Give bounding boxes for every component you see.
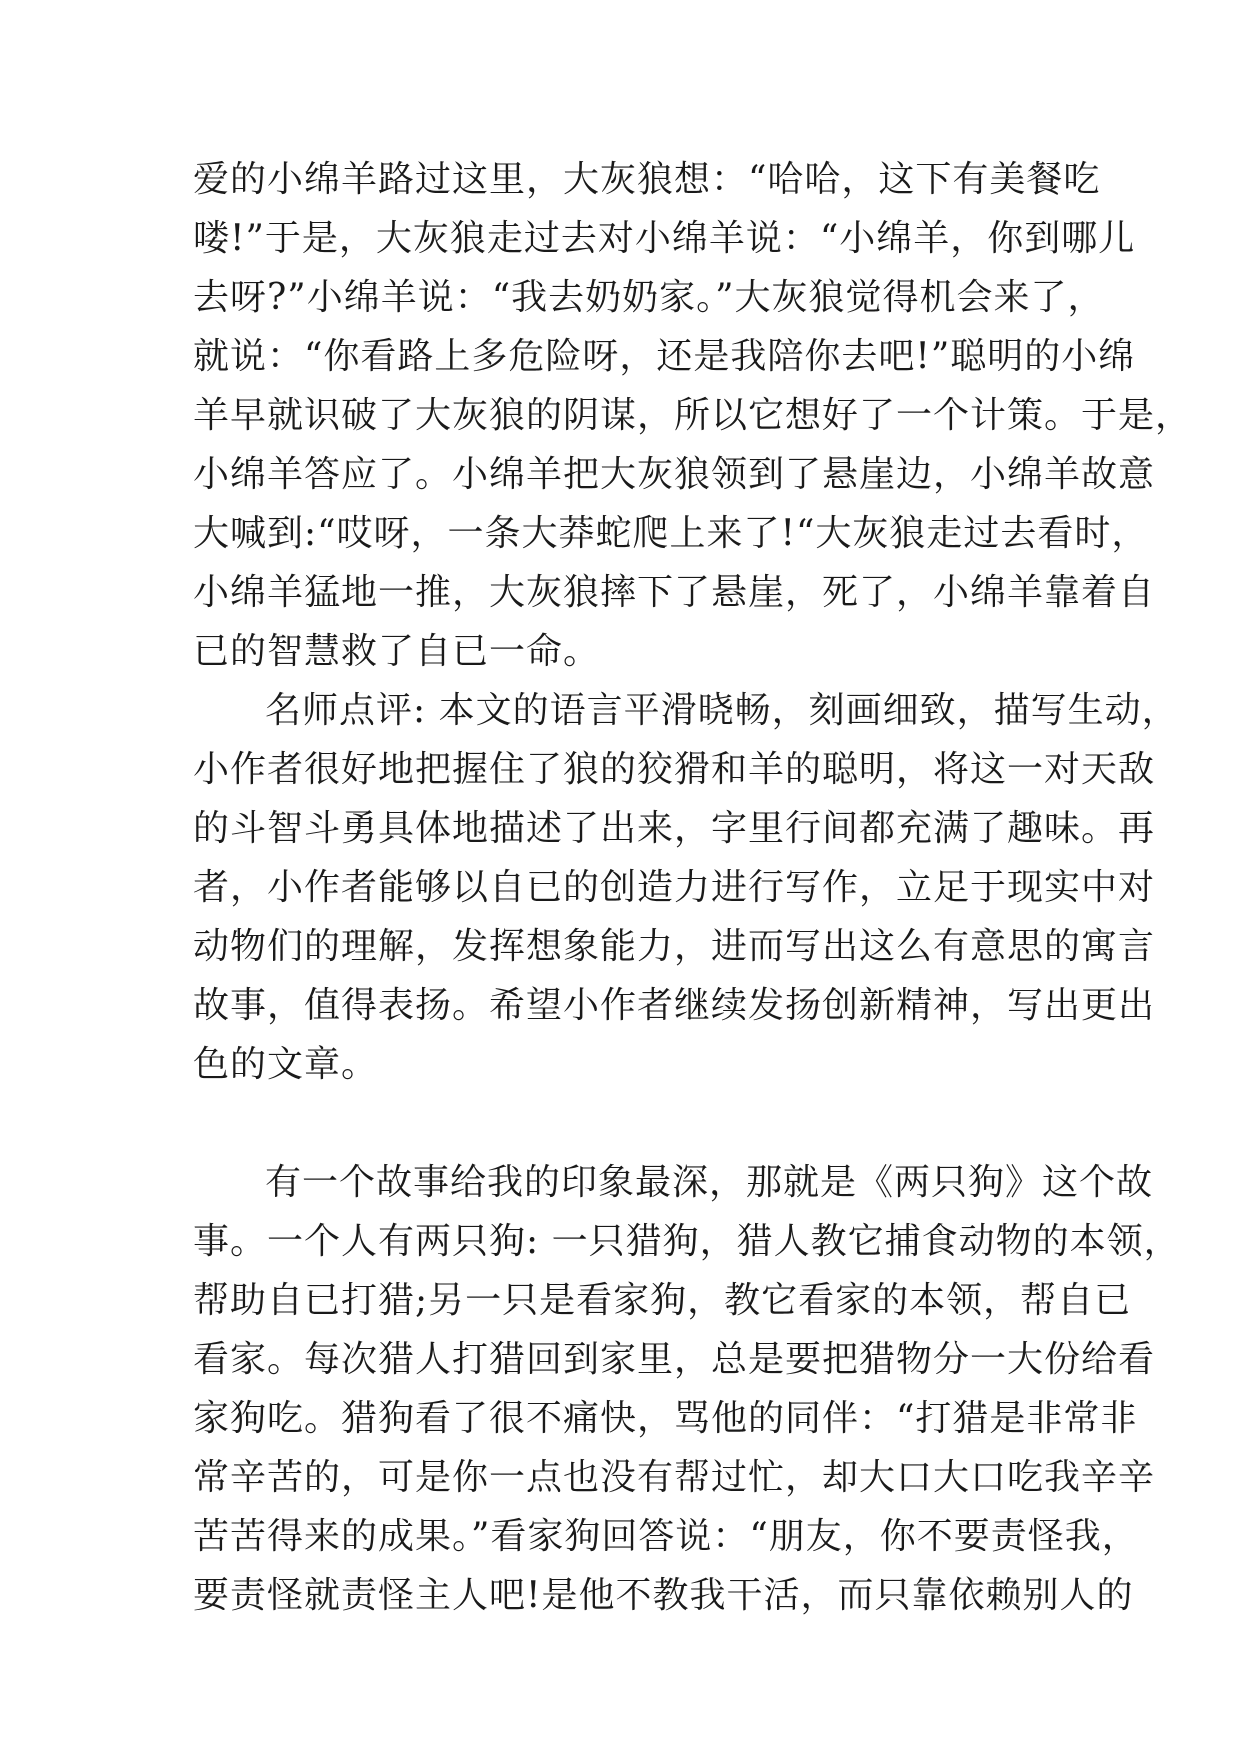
paragraph-teacher-comment	[193, 681, 1179, 1094]
text-line: 小绵羊答应了。小绵羊把大灰狼领到了悬崖边，小绵羊故意	[193, 454, 1156, 495]
text-line: 色的文章。	[193, 1044, 379, 1085]
paragraph-two-dogs-story	[193, 1153, 1181, 1625]
text-line: 者，小作者能够以自已的创造力进行写作，立足于现实中对	[193, 867, 1156, 908]
text-line: 看家。每次猎人打猎回到家里，总是要把猎物分一大份给看	[193, 1339, 1156, 1380]
text-line: 小绵羊猛地一推，大灰狼摔下了悬崖，死了，小绵羊靠着自	[193, 572, 1156, 613]
text-line: 的斗智斗勇具体地描述了出来，字里行间都充满了趣味。再	[193, 808, 1156, 849]
text-line: 家狗吃。猎狗看了很不痛快，骂他的同伴：“打猎是非常非	[193, 1398, 1138, 1439]
text-line: 小作者很好地把握住了狼的狡猾和羊的聪明，将这一对天敌	[193, 749, 1156, 790]
text-line: 就说：“你看路上多危险呀，还是我陪你去吧!”聪明的小绵	[193, 336, 1136, 377]
text-line: 有一个故事给我的印象最深，那就是《两只狗》这个故	[265, 1162, 1154, 1203]
text-line: 动物们的理解，发挥想象能力，进而写出这么有意思的寓言	[193, 926, 1156, 967]
text-line: 事。一个人有两只狗: 一只猎狗，猎人教它捕食动物的本领，	[193, 1221, 1181, 1262]
text-line: 故事，值得表扬。希望小作者继续发扬创新精神，写出更出	[193, 985, 1156, 1026]
paragraph-spacer	[193, 1094, 1063, 1153]
text-line: 爱的小绵羊路过这里，大灰狼想：“哈哈，这下有美餐吃	[193, 159, 1101, 200]
text-line: 去呀?”小绵羊说：“我去奶奶家。”大灰狼觉得机会来了，	[193, 277, 1105, 318]
text-line: 苦苦得来的成果。”看家狗回答说：“朋友，你不要责怪我，	[193, 1516, 1139, 1557]
text-line: 喽!”于是，大灰狼走过去对小绵羊说：“小绵羊，你到哪儿	[193, 218, 1136, 259]
text-line: 大喊到:“哎呀，一条大莽蛇爬上来了!“大灰狼走过去看时，	[193, 513, 1149, 554]
paragraph-story-continuation	[193, 150, 1193, 681]
text-line: 要责怪就责怪主人吧!是他不教我干活，而只靠依赖别人的	[193, 1575, 1134, 1616]
text-line: 常辛苦的，可是你一点也没有帮过忙，却大口大口吃我辛辛	[193, 1457, 1156, 1498]
document-body	[193, 150, 1193, 1625]
text-line: 帮助自已打猎;另一只是看家狗，教它看家的本领，帮自已	[193, 1280, 1132, 1321]
text-line: 羊早就识破了大灰狼的阴谋，所以它想好了一个计策。于是，	[193, 395, 1193, 436]
text-line: 已的智慧救了自已一命。	[193, 631, 601, 672]
text-line: 名师点评: 本文的语言平滑晓畅，刻画细致，描写生动，	[265, 690, 1179, 731]
